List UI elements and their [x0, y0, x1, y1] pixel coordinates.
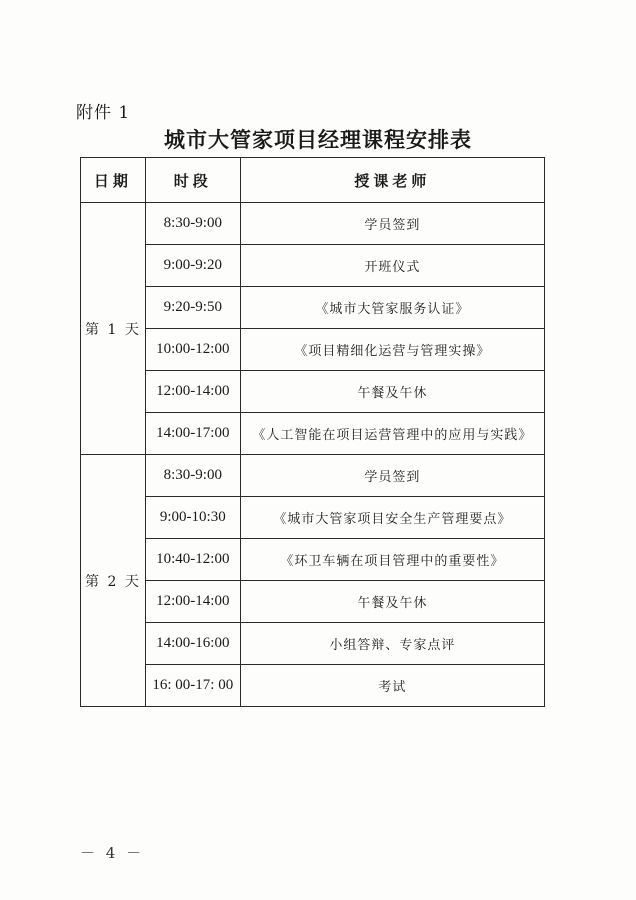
session-content: 考试 [240, 665, 544, 707]
session-content: 《城市大管家服务认证》 [240, 287, 544, 329]
session-content: 《城市大管家项目安全生产管理要点》 [240, 497, 544, 539]
session-time: 14:00-17:00 [145, 413, 240, 455]
table-row [81, 455, 545, 497]
table-row [81, 203, 545, 245]
table-row [81, 371, 545, 413]
session-content: 《人工智能在项目运营管理中的应用与实践》 [240, 413, 544, 455]
day-1-label: 第 1 天 [81, 203, 146, 455]
session-content: 小组答辩、专家点评 [240, 623, 544, 665]
day-2-label: 第 2 天 [81, 455, 146, 707]
table-row [81, 245, 545, 287]
session-time: 16: 00-17: 00 [145, 665, 240, 707]
session-time: 10:00-12:00 [145, 329, 240, 371]
table-row [81, 623, 545, 665]
page-number: － 4 － [80, 844, 145, 862]
session-content: 午餐及午休 [240, 371, 544, 413]
session-content: 学员签到 [240, 455, 544, 497]
session-time: 12:00-14:00 [145, 581, 240, 623]
session-time: 12:00-14:00 [145, 371, 240, 413]
session-content: 学员签到 [240, 203, 544, 245]
table-row [81, 539, 545, 581]
header-time: 时段 [145, 158, 240, 203]
session-time: 9:00-10:30 [145, 497, 240, 539]
session-content: 开班仪式 [240, 245, 544, 287]
session-time: 8:30-9:00 [145, 203, 240, 245]
table-row [81, 665, 545, 707]
document-title: 城市大管家项目经理课程安排表 [164, 127, 472, 152]
header-date: 日期 [81, 158, 146, 203]
session-content: 《项目精细化运营与管理实操》 [240, 329, 544, 371]
table-row [81, 287, 545, 329]
session-time: 10:40-12:00 [145, 539, 240, 581]
session-time: 8:30-9:00 [145, 455, 240, 497]
table-row [81, 581, 545, 623]
session-time: 14:00-16:00 [145, 623, 240, 665]
session-time: 9:00-9:20 [145, 245, 240, 287]
session-time: 9:20-9:50 [145, 287, 240, 329]
attachment-label: 附件 1 [76, 103, 131, 123]
schedule-table [80, 157, 545, 707]
table-row [81, 413, 545, 455]
session-content: 午餐及午休 [240, 581, 544, 623]
header-row [81, 158, 545, 203]
table-row [81, 497, 545, 539]
table-row [81, 329, 545, 371]
header-teacher: 授课老师 [240, 158, 544, 203]
session-content: 《环卫车辆在项目管理中的重要性》 [240, 539, 544, 581]
